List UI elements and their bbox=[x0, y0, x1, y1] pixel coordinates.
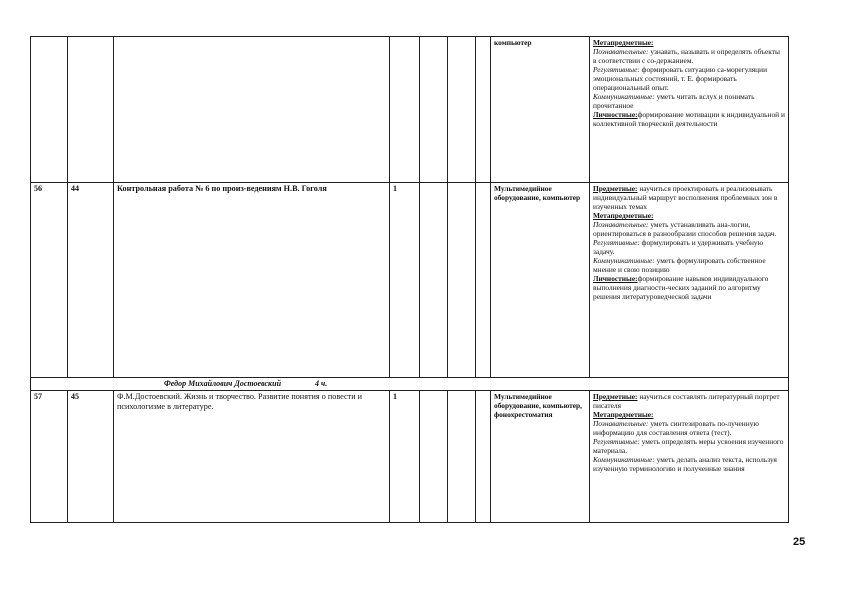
table-row bbox=[31, 183, 789, 378]
section-hours: 4 ч. bbox=[315, 379, 328, 388]
result-label: Регулятивные: bbox=[593, 437, 640, 447]
result-label: Коммуникативные: bbox=[593, 256, 655, 266]
cell-date-plan bbox=[420, 391, 448, 523]
table-row bbox=[31, 391, 789, 523]
result-label: Личностные: bbox=[593, 110, 638, 120]
result-entry bbox=[593, 410, 785, 419]
cell-date-fact bbox=[448, 391, 476, 523]
result-label: Коммуникативные: bbox=[593, 92, 655, 102]
cell-hours bbox=[390, 37, 420, 183]
cell-blank bbox=[476, 37, 491, 183]
result-entry bbox=[593, 437, 785, 455]
result-text: научиться проектировать и реализовывать индивидуальный маршрут восполнения проблемных зон в изученных темах bbox=[593, 184, 778, 212]
cell-lesson-number: 57 bbox=[31, 391, 68, 523]
result-entry bbox=[593, 65, 785, 92]
cell-topic bbox=[114, 37, 390, 183]
cell-hours: 1 bbox=[390, 183, 420, 378]
result-label: Регулятивные: bbox=[593, 65, 640, 75]
section-row bbox=[31, 378, 789, 391]
cell-results bbox=[590, 391, 789, 523]
result-label: Метапредметные: bbox=[593, 410, 654, 420]
result-entry bbox=[593, 110, 785, 128]
result-label: Метапредметные: bbox=[593, 211, 654, 221]
result-label: Познавательные: bbox=[593, 419, 649, 429]
result-label: Коммуникативные: bbox=[593, 455, 655, 465]
result-label: Метапредметные: bbox=[593, 38, 654, 47]
lesson-plan-table bbox=[30, 36, 789, 523]
cell-topic: Ф.М.Достоевский. Жизнь и творчество. Развитие понятия о повести и психологизме в литературе. bbox=[114, 391, 390, 523]
result-text: формирование навыков индивидуального выполнения диагности-ческих заданий по алгоритму решения литературоведческой задачи bbox=[593, 274, 769, 302]
result-text: уметь определять меры усвоения изученного материала. bbox=[593, 437, 784, 456]
result-text: уметь устанавливать ана-логии, ориентироваться в разнообразии способов решения задач. bbox=[593, 220, 777, 239]
result-entry bbox=[593, 455, 785, 473]
cell-topic-number: 44 bbox=[68, 183, 114, 378]
result-label: Регулятивные: bbox=[593, 238, 640, 248]
cell-blank bbox=[476, 183, 491, 378]
section-title: Федор Михайлович Достоевский bbox=[164, 379, 282, 388]
result-entry bbox=[593, 47, 785, 65]
result-label: Личностные: bbox=[593, 274, 638, 284]
result-entry bbox=[593, 274, 785, 301]
result-text: уметь читать вслух и понимать прочитанное bbox=[593, 92, 755, 111]
result-entry bbox=[593, 92, 785, 110]
cell-equipment: Мультимедийное оборудование, компьютер bbox=[491, 183, 590, 378]
cell-equipment: Мультимедийное оборудование, компьютер, фонохрестоматия bbox=[491, 391, 590, 523]
cell-equipment: компьютер bbox=[491, 37, 590, 183]
result-text: узнавать, называть и определять объекты в соответствии с со-держанием. bbox=[593, 47, 780, 66]
result-text: уметь делать анализ текста, используя изученную терминологию и полученные знания bbox=[593, 455, 777, 474]
cell-results bbox=[590, 183, 789, 378]
page-number: 25 bbox=[793, 536, 806, 548]
result-text: формирование мотивации к индивидуальной и коллективной творческой деятельности bbox=[593, 110, 785, 129]
cell-date-fact bbox=[448, 37, 476, 183]
result-entry bbox=[593, 419, 785, 437]
result-entry bbox=[593, 392, 785, 410]
cell-lesson-number: 56 bbox=[31, 183, 68, 378]
result-text: уметь формулировать собственное мнение и свою позицию bbox=[593, 256, 766, 275]
result-label: Предметные: bbox=[593, 184, 638, 193]
result-label: Познавательные: bbox=[593, 220, 649, 230]
section-heading bbox=[31, 378, 789, 391]
cell-lesson-number bbox=[31, 37, 68, 183]
result-entry bbox=[593, 184, 785, 211]
result-text: формулировать и удерживать учебную задачу. bbox=[593, 238, 764, 257]
result-entry bbox=[593, 38, 785, 47]
result-entry bbox=[593, 256, 785, 274]
cell-date-plan bbox=[420, 37, 448, 183]
result-text: формировать ситуацию са-морегуляции эмоциональных состояний, т. Е. формировать операциональный опыт. bbox=[593, 65, 768, 93]
cell-topic-number bbox=[68, 37, 114, 183]
cell-results bbox=[590, 37, 789, 183]
result-text: уметь синтезировать по-лученную информацию для составления ответа (тест). bbox=[593, 419, 759, 438]
result-entry bbox=[593, 238, 785, 256]
result-text: научиться составлять литературный портрет писателя bbox=[593, 392, 780, 411]
cell-date-plan bbox=[420, 183, 448, 378]
table-row bbox=[31, 37, 789, 183]
result-entry bbox=[593, 211, 785, 220]
cell-topic: Контрольная работа № 6 по произ-ведениям Н.В. Гоголя bbox=[114, 183, 390, 378]
cell-topic-number: 45 bbox=[68, 391, 114, 523]
result-label: Предметные: bbox=[593, 392, 638, 401]
cell-date-fact bbox=[448, 183, 476, 378]
result-entry bbox=[593, 220, 785, 238]
cell-hours: 1 bbox=[390, 391, 420, 523]
cell-blank bbox=[476, 391, 491, 523]
result-label: Познавательные: bbox=[593, 47, 649, 57]
